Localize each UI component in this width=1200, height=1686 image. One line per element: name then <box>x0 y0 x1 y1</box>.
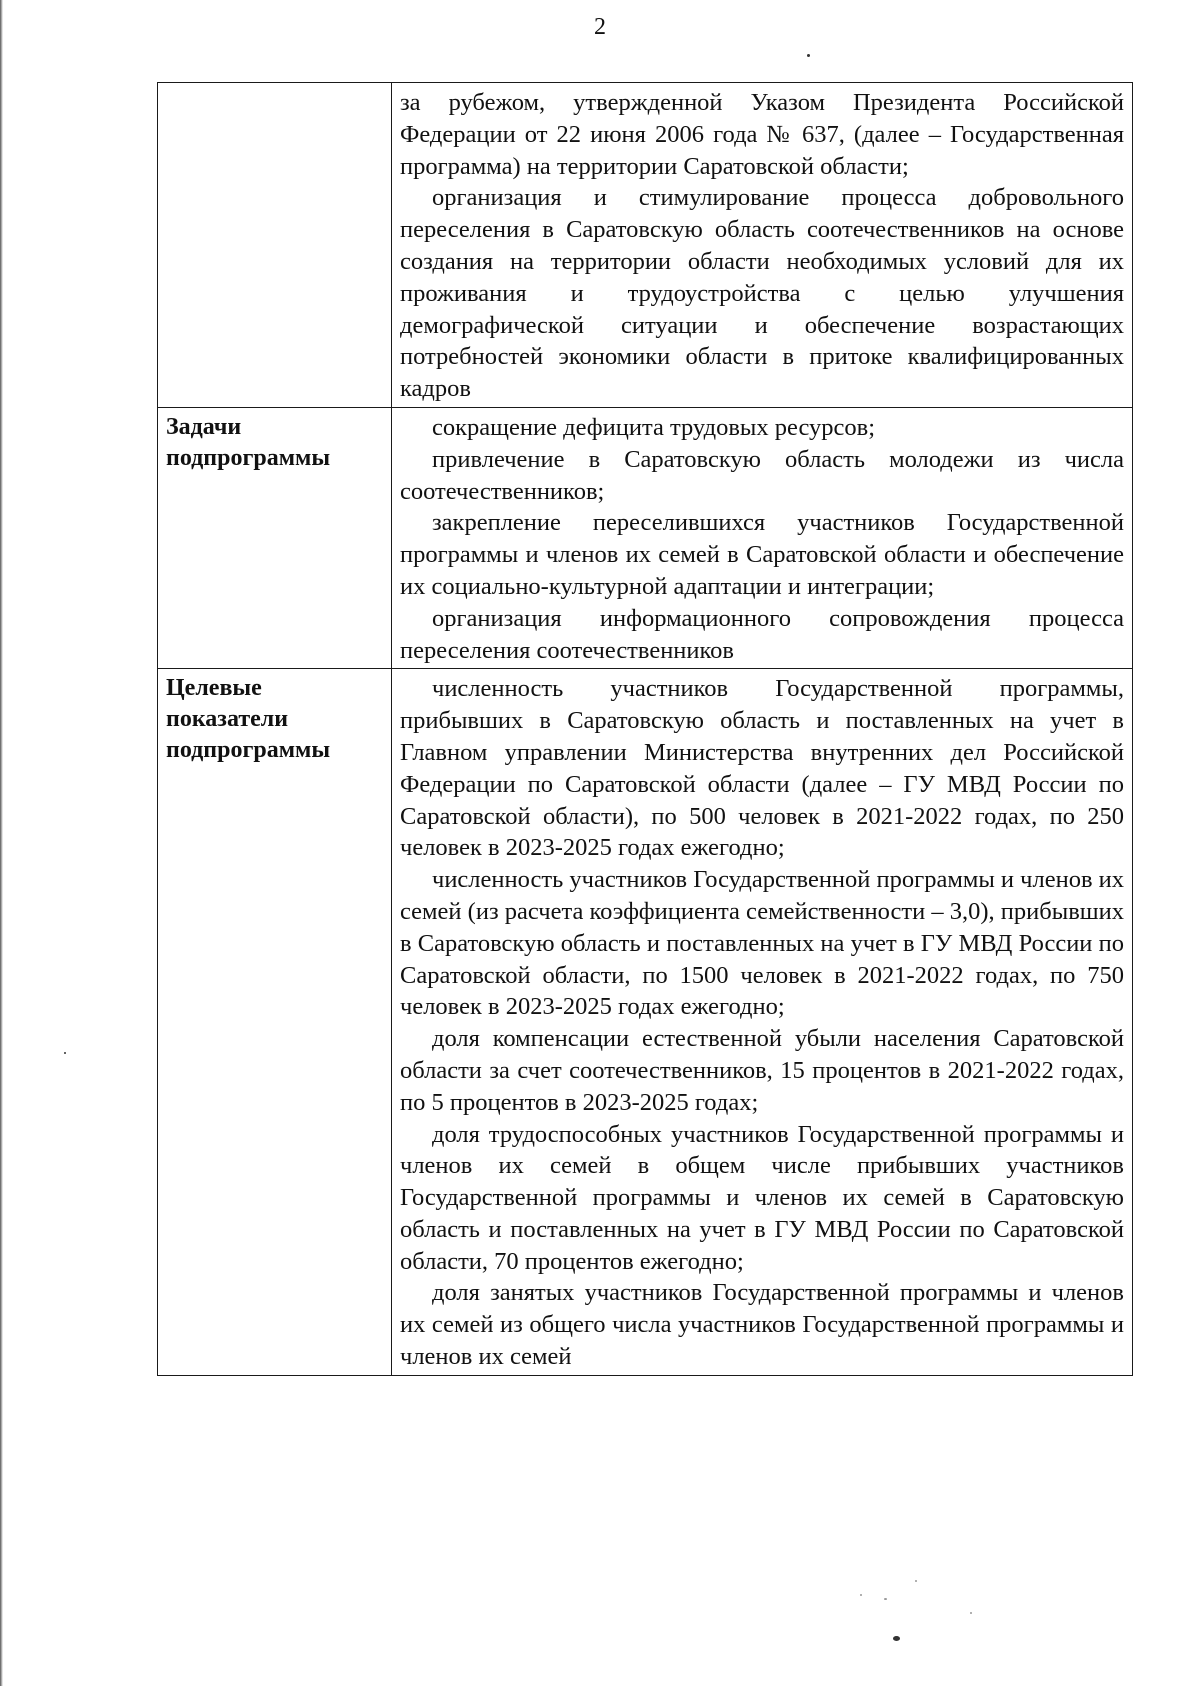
paragraph: сокращение дефицита трудовых ресурсов; <box>432 413 876 441</box>
row-label-cell <box>158 83 392 408</box>
row-label-cell <box>158 407 392 668</box>
row-label: Целевые показатели подпрограммы <box>166 675 331 764</box>
scan-speck <box>860 1594 862 1596</box>
paragraph: организация и стимулирование процесса добровольного переселения в Саратовскую область соотечественников на основе создания на территории области необходимых условий для их проживания и трудоустройства с целью улучшения демографической ситуации и обеспечение возрастающих потребностей экономики области в притоке квалифицированных кадров <box>400 184 1124 403</box>
paragraph: доля занятых участников Государственной программы и членов их семей из общего числа участников Государственной программы и членов их семей <box>400 1279 1124 1371</box>
scan-speck <box>970 1612 972 1614</box>
table-row <box>158 83 1133 408</box>
scan-speck <box>807 54 810 57</box>
scan-speck <box>915 1580 917 1582</box>
paragraph: закрепление переселившихся участников Государственной программы и членов их семей в Саратовской области и обеспечение их социально-культурной адаптации и интеграции; <box>400 509 1124 600</box>
paragraph: привлечение в Саратовскую область молодежи из числа соотечественников; <box>400 445 1124 505</box>
scan-speck <box>884 1598 887 1600</box>
passport-table <box>157 82 1133 1376</box>
page-number: 2 <box>594 14 606 40</box>
paragraph: численность участников Государственной программы, прибывших в Саратовскую область и поставленных на учет в Главном управлении Министерства внутренних дел Российской Федерации по Саратовской области (далее – ГУ МВД России по Саратовской области), по 500 человек в 2021-2022 годах, по 250 человек в 2023-2025 годах ежегодно; <box>400 675 1124 862</box>
scan-speck <box>893 1636 900 1641</box>
paragraph: доля трудоспособных участников Государственной программы и членов их семей в общем числе прибывших участников Государственной программы и членов их семей в Саратовскую область и поставленных на учет в ГУ МВД России по Саратовской области, 70 процентов ежегодно; <box>400 1120 1124 1275</box>
paragraph: численность участников Государственной программы и членов их семей (из расчета коэффициента семейственности – 3,0), прибывших в Саратовскую область и поставленных на учет в ГУ МВД России по Саратовской области, по 1500 человек в 2021-2022 годах, по 750 человек в 2023-2025 годах ежегодно; <box>400 866 1124 1021</box>
row-content-cell <box>392 669 1133 1376</box>
row-label: Задачи подпрограммы <box>166 413 331 471</box>
paragraph: доля компенсации естественной убыли населения Саратовской области за счет соотечественников, 15 процентов в 2021-2022 годах, по 5 процентов в 2023-2025 годах; <box>400 1025 1124 1116</box>
table-row <box>158 407 1133 668</box>
paragraph: за рубежом, утвержденной Указом Президента Российской Федерации от 22 июня 2006 года № 637, (далее – Государственная программа) на территории Саратовской области; <box>400 89 1124 180</box>
scan-edge-shadow <box>0 0 3 1686</box>
scan-speck <box>64 1052 66 1054</box>
row-content-cell <box>392 407 1133 668</box>
table-row <box>158 669 1133 1376</box>
row-label-cell <box>158 669 392 1376</box>
paragraph: организация информационного сопровождения процесса переселения соотечественников <box>400 604 1124 664</box>
row-content-cell <box>392 83 1133 408</box>
